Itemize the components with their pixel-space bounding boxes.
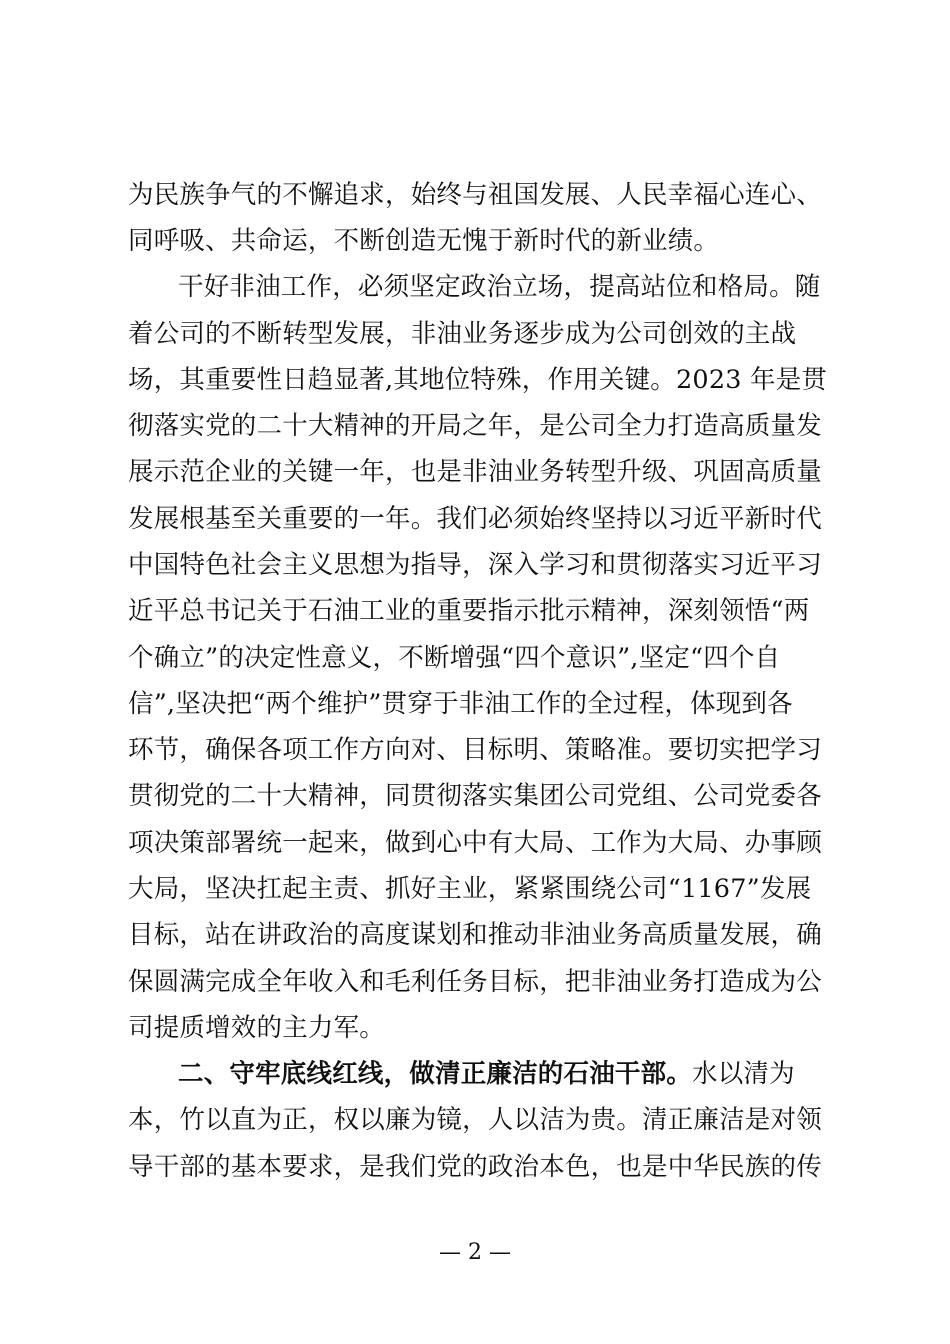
paragraph-1-line-1: 为民族争气的不懈追求，始终与祖国发展、人民幸福心连心、 [128,180,822,210]
paragraph-3-line-1 [178,1056,828,1092]
paragraph-2-line-9: 个确立”的决定性意义，不断增强“四个意识”,坚定“四个自 [128,643,781,673]
paragraph-2-line-1: 干好非油工作，必须坚定政治立场，提高站位和格局。随 [178,272,821,302]
paragraph-2-line-7: 中国特色社会主义思想为指导，深入学习和贯彻落实习近平习 [128,550,822,580]
paragraph-2-line-5: 展示范企业的关键一年，也是非油业务转型升级、巩固高质量 [128,457,822,487]
paragraph-2-line-6: 发展根基至关重要的一年。我们必须始终坚持以习近平新时代 [128,504,822,534]
paragraph-2-line-2: 着公司的不断转型发展，非油业务逐步成为公司创效的主战 [128,319,797,349]
paragraph-3-line-2: 本，竹以直为正，权以廉为镜，人以洁为贵。清正廉洁是对领 [128,1105,822,1135]
paragraph-2-line-3: 场，其重要性日趋显著,其地位特殊，作用关键。2023 年是贯 [128,365,828,395]
paragraph-2-line-14: 大局，坚决扛起主责、抓好主业，紧紧围绕公司“1167”发展 [128,874,812,904]
paragraph-2-line-13: 项决策部署统一起来，做到心中有大局、工作为大局、办事顾 [128,828,822,858]
paragraph-3-first-line-rest: 水以清为 [692,1059,795,1089]
paragraph-2-line-11: 环节，确保各项工作方向对、目标明、策略准。要切实把学习 [128,735,822,765]
paragraph-2-line-12: 贯彻党的二十大精神，同贯彻落实集团公司党组、公司党委各 [128,781,822,811]
paragraph-2-line-4: 彻落实党的二十大精神的开局之年，是公司全力打造高质量发 [128,411,822,441]
paragraph-2-line-17: 司提质增效的主力军。 [128,1013,386,1043]
paragraph-1-line-2: 同呼吸、共命运，不断创造无愧于新时代的新业绩。 [128,226,720,256]
paragraph-3-line-3: 导干部的基本要求，是我们党的政治本色，也是中华民族的传 [128,1152,822,1182]
paragraph-2-line-10: 信”,坚决把“两个维护”贯穿于非油工作的全过程，体现到各 [128,689,793,719]
page-number: — 2 — [439,1240,511,1265]
paragraph-2-line-8: 近平总书记关于石油工业的重要指示批示精神，深刻领悟“两 [128,596,810,626]
paragraph-2-line-15: 目标，站在讲政治的高度谋划和推动非油业务高质量发展，确 [128,920,822,950]
section-heading: 二、守牢底线红线，做清正廉洁的石油干部。 [178,1059,693,1089]
paragraph-2-line-16: 保圆满完成全年收入和毛利任务目标，把非油业务打造成为公 [128,967,822,997]
